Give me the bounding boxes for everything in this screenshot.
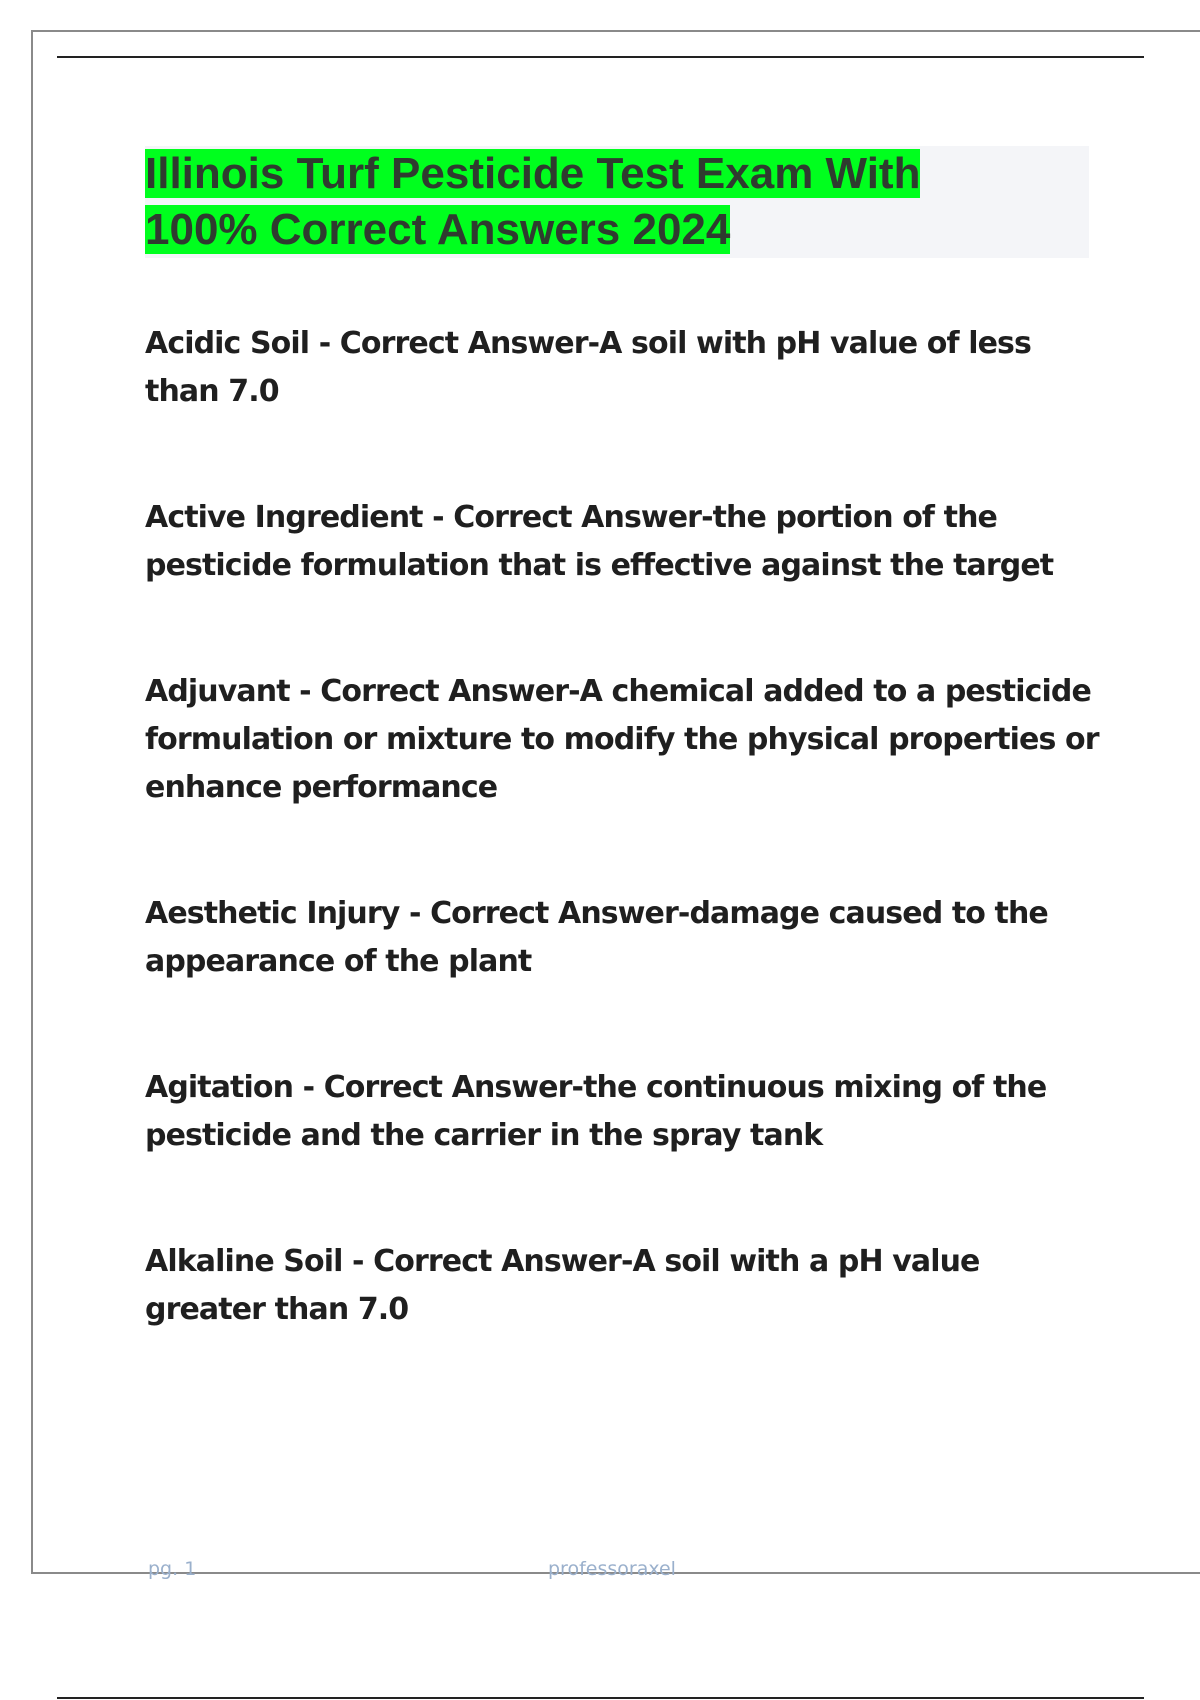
glossary-entry: Adjuvant - Correct Answer-A chemical added to a pesticide formulation or mixture to modify the physical properties or enhance performance [145, 674, 1099, 805]
footer-author: professoraxel [548, 1558, 676, 1580]
glossary-entry: Alkaline Soil - Correct Answer-A soil with a pH value greater than 7.0 [145, 1244, 980, 1327]
glossary-entry: Aesthetic Injury - Correct Answer-damage caused to the appearance of the plant [145, 896, 1048, 979]
bottom-rule [57, 1697, 1144, 1699]
glossary-entries [145, 320, 1105, 1412]
document-title-block [145, 146, 1089, 258]
top-rule [57, 56, 1144, 58]
glossary-entry: Agitation - Correct Answer-the continuous mixing of the pesticide and the carrier in the spray tank [145, 1070, 1047, 1153]
document-title [145, 146, 1089, 258]
glossary-entry: Active Ingredient - Correct Answer-the portion of the pesticide formulation that is effective against the target [145, 500, 1054, 583]
document-title-line-2: 100% Correct Answers 2024 [145, 205, 731, 254]
document-title-line-1: Illinois Turf Pesticide Test Exam With [145, 149, 921, 198]
footer-page-number: pg. 1 [148, 1558, 197, 1580]
glossary-entry: Acidic Soil - Correct Answer-A soil with pH value of less than 7.0 [145, 326, 1031, 409]
